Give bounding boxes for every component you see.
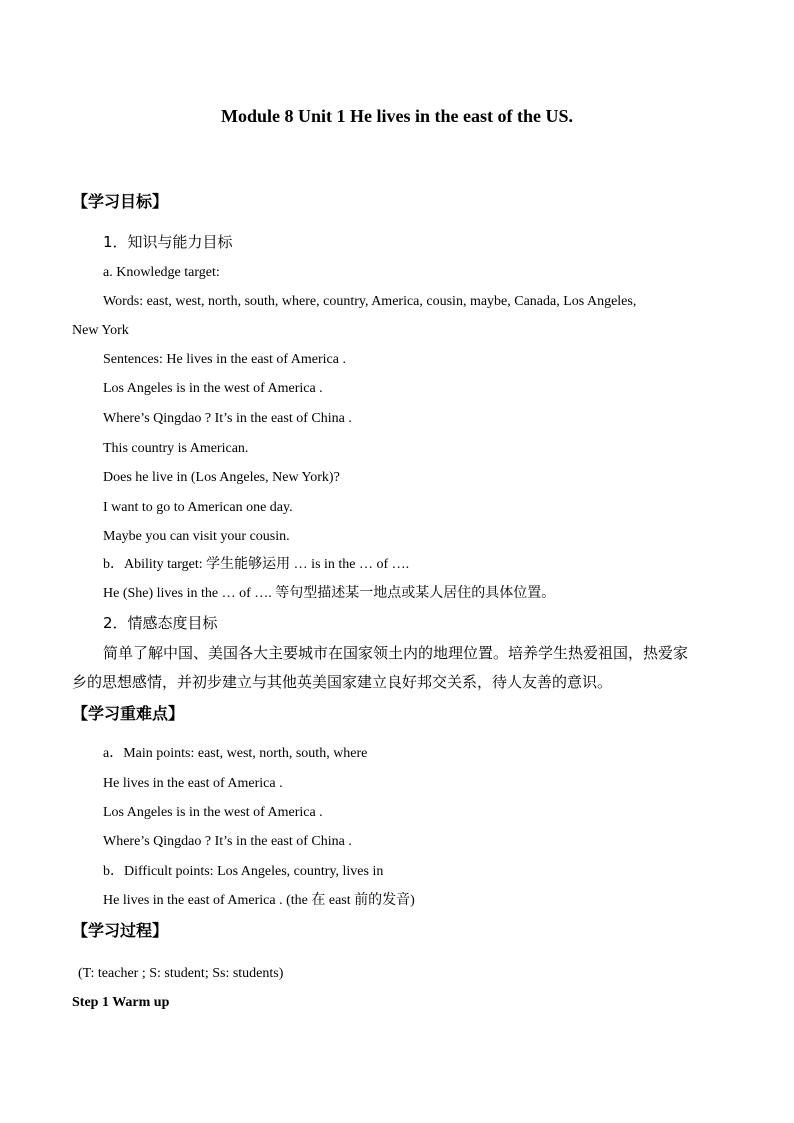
key-sentence-3: Where’s Qingdao ? It’s in the east of China . [103,834,352,849]
difficult-sentence: He lives in the east of America . (the 在 east 前的发音) [103,893,415,908]
section-heading-goals: 【学习目标】 [72,192,169,211]
main-points-line: a．Main points: east, west, north, south, where [103,746,368,761]
attitude-paragraph-line-2: 乡的思想感情，并初步建立与其他英美国家建立良好邦交关系，待人友善的意识。 [72,673,613,691]
ability-target-line-2: He (She) lives in the … of …. 等句型描述某一地点或某人居住的具体位置。 [103,586,556,601]
words-line-1: Words: east, west, north, south, where, country, America, cousin, maybe, Canada, Los Angeles, [103,294,637,309]
role-legend: (T: teacher ; S: student; Ss: students) [78,966,284,981]
page-title: Module 8 Unit 1 He lives in the east of the US. [221,106,573,126]
sentence-3: Where’s Qingdao ? It’s in the east of China . [103,411,352,426]
ability-target-label: b．Ability target: 学生能够运用 … is in the … of …. [103,557,410,572]
sentence-7: Maybe you can visit your cousin. [103,529,290,544]
difficult-points-line: b．Difficult points: Los Angeles, country, lives in [103,864,384,879]
sentence-5: Does he live in (Los Angeles, New York)? [103,470,340,485]
sentence-4: This country is American. [103,441,249,456]
sentence-6: I want to go to American one day. [103,500,293,515]
sentence-1: Sentences: He lives in the east of America . [103,352,346,367]
goal-item-1: 1．知识与能力目标 [103,233,233,251]
sentence-2: Los Angeles is in the west of America . [103,381,323,396]
section-heading-key-points: 【学习重难点】 [72,704,185,723]
words-line-2: New York [72,323,129,338]
section-heading-process: 【学习过程】 [72,921,169,940]
key-sentence-1: He lives in the east of America . [103,776,283,791]
key-sentence-2: Los Angeles is in the west of America . [103,805,323,820]
goal-item-2: 2．情感态度目标 [103,614,218,632]
attitude-paragraph-line-1: 简单了解中国、美国各大主要城市在国家领土内的地理位置。培养学生热爱祖国，热爱家 [103,644,689,662]
step-1-heading: Step 1 Warm up [72,995,170,1010]
knowledge-target-label: a. Knowledge target: [103,265,220,280]
